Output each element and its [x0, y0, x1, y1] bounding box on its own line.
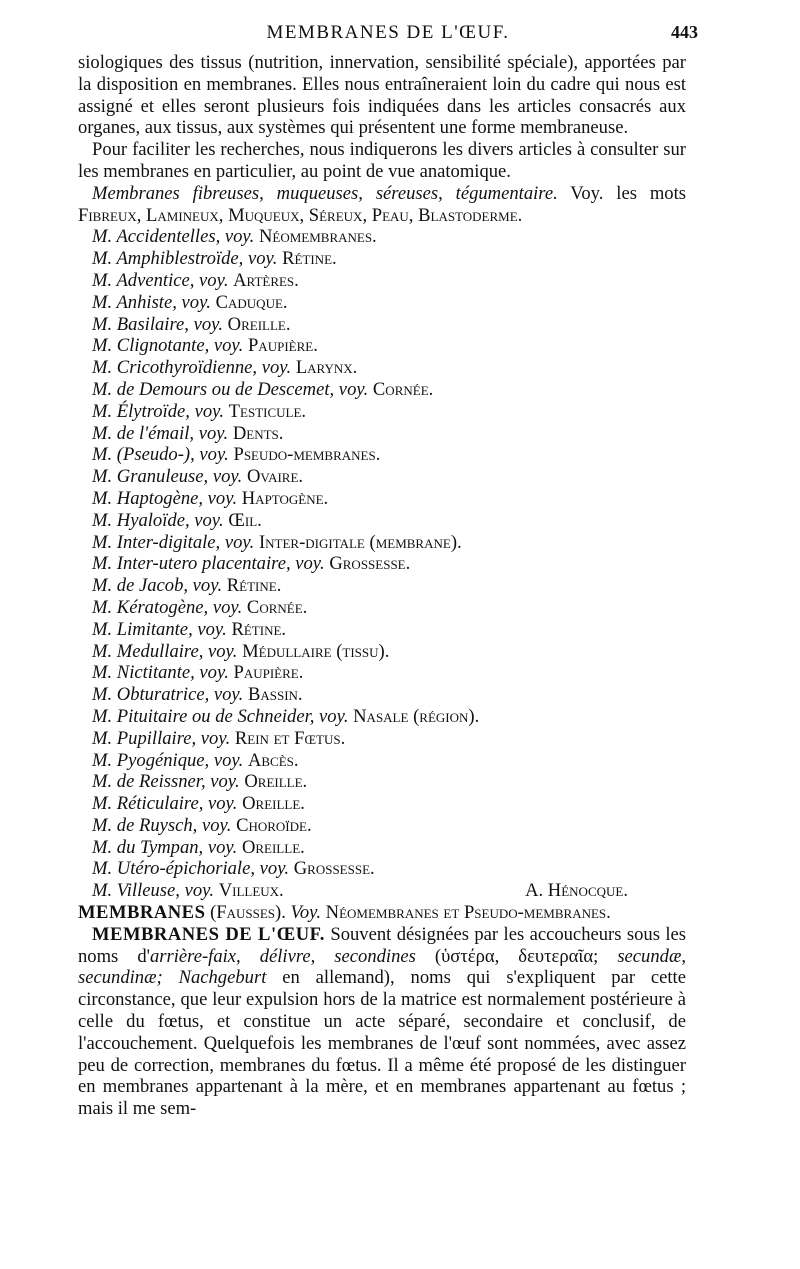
list-item [92, 423, 686, 445]
oeuf-italic-b: secundæ, secundinæ; Nachgeburt [78, 945, 686, 989]
oeuf-text-b: (ὑστέρα, δευτεραῖα; [415, 945, 618, 967]
entry-reference: Artères. [233, 269, 299, 291]
fausses-voy: Voy. [290, 902, 321, 924]
entry-term: M. Inter-digitale, voy. [92, 531, 255, 553]
body-text [78, 52, 686, 1120]
fausses-refs: Néomembranes et Pseudo-membranes. [325, 902, 611, 924]
entry-term: M. Pyogénique, voy. [92, 749, 244, 771]
entry-reference: Oreille. [244, 771, 308, 793]
entry-term: M. Basilaire, voy. [92, 313, 223, 335]
entry-reference: Testicule. [228, 400, 307, 422]
entry-reference: Cornée. [372, 378, 434, 400]
oeuf-text-c: en allemand), noms qui s'expliquent par cette circonstance, que leur expulsion hors de la matrice est normalement postérieure à celle du fœtus, et constitue un acte séparé, secondaire et conclusif, de l'accouchement. Quelquefois les membranes de l'œuf sont nommées, avec assez peu de correction, membranes du fœtus. Il a même été proposé de les distinguer en membranes appartenant à la mère, et en membranes appartenant au fœtus ; mais il me sem- [78, 967, 686, 1120]
list-item [92, 510, 686, 532]
entry-reference: Rétine. [226, 575, 282, 597]
membranes-types: Membranes fibreuses, muqueuses, séreuses, tégumentaire. [92, 182, 558, 204]
entry-term: M. Réticulaire, voy. [92, 793, 238, 815]
entry-term: M. Obturatrice, voy. [92, 684, 244, 706]
entry-reference: Pseudo-membranes. [233, 444, 381, 466]
entry-reference: Grossesse. [329, 553, 411, 575]
entry-reference: Dents. [232, 422, 284, 444]
entry-term: M. Adventice, voy. [92, 269, 229, 291]
entry-reference: Grossesse. [293, 858, 375, 880]
list-item [92, 357, 686, 379]
entry-term: M. Pituitaire ou de Schneider, voy. [92, 705, 349, 727]
entries-list [78, 226, 686, 902]
entry-term: M. Haptogène, voy. [92, 487, 238, 509]
oeuf-headword: MEMBRANES DE L'ŒUF. [92, 923, 325, 945]
list-item [92, 248, 686, 270]
oeuf-italic-a: arrière-faix, délivre, secondines [149, 945, 416, 967]
entry-term: M. Utéro-épichoriale, voy. [92, 858, 290, 880]
oeuf-text-a: Souvent désignées par les accoucheurs sous les noms d' [78, 923, 686, 967]
entry-term: M. Villeuse, voy. [92, 880, 215, 902]
list-item [92, 728, 686, 750]
entry-reference: Caduque. [215, 291, 288, 313]
list-item [92, 880, 686, 902]
list-item [92, 466, 686, 488]
entry-term: M. Anhiste, voy. [92, 291, 211, 313]
oeuf-entry [78, 924, 686, 1120]
entry-term: M. de Jacob, voy. [92, 575, 223, 597]
author-signature: A. Hénocque. [525, 880, 628, 902]
list-item [92, 379, 686, 401]
entry-reference: Abcès. [247, 749, 299, 771]
list-item [92, 750, 686, 772]
entry-reference: Cornée. [246, 596, 308, 618]
entry-reference: Rétine. [282, 248, 337, 270]
entry-term: M. Nictitante, voy. [92, 662, 229, 684]
entry-reference: Villeux. [218, 880, 284, 902]
entry-term: M. Medullaire, voy. [92, 640, 238, 662]
list-item [92, 292, 686, 314]
entry-reference: Inter-digitale (membrane). [258, 531, 462, 553]
list-item [92, 619, 686, 641]
entry-term: M. Inter-utero placentaire, voy. [92, 553, 325, 575]
entry-reference: Choroïde. [236, 814, 312, 836]
voy-mots: Voy. les mots [557, 182, 686, 204]
intro-paragraph: siologiques des tissus (nutrition, innervation, sensibilité spéciale), apportées par la disposition en membranes. Elles nous entraîneraient loin du cadre qui nous est assigné et elles seront plusieurs fois indiquées dans les articles consacrés aux organes, aux tissus, aux systèmes qui présentent une forme membraneuse. [78, 52, 686, 139]
entry-reference: Haptogène. [241, 487, 329, 509]
fausses-headword: MEMBRANES [78, 902, 206, 924]
list-item [92, 597, 686, 619]
entry-reference: Nasale (région). [353, 705, 480, 727]
entry-term: M. Kératogène, voy. [92, 596, 243, 618]
entry-term: M. (Pseudo-), voy. [92, 444, 229, 466]
entry-reference: Bassin. [247, 684, 303, 706]
entry-reference: Oreille. [241, 836, 305, 858]
mots-list: Fibreux, Lamineux, Muqueux, Séreux, Peau, Blastoderme. [78, 204, 523, 226]
list-item [92, 662, 686, 684]
list-item [92, 335, 686, 357]
list-item [92, 771, 686, 793]
entry-term: M. du Tympan, voy. [92, 836, 238, 858]
list-item [92, 226, 686, 248]
entry-reference: Paupière. [233, 662, 304, 684]
entry-term: M. Accidentelles, voy. [92, 226, 255, 248]
entry-term: M. Limitante, voy. [92, 618, 227, 640]
list-item [92, 444, 686, 466]
entry-reference: Médullaire (tissu). [242, 640, 390, 662]
running-head [78, 22, 698, 46]
list-item [92, 815, 686, 837]
membranes-paragraph [78, 183, 686, 227]
entry-term: M. Cricothyroïdienne, voy. [92, 357, 292, 379]
entry-reference: Paupière. [247, 335, 318, 357]
entry-reference: Oreille. [227, 313, 291, 335]
entry-term: M. Clignotante, voy. [92, 335, 244, 357]
entry-reference: Néomembranes. [258, 226, 377, 248]
page-number: 443 [671, 22, 698, 42]
fausses-qualifier: (Fausses). [210, 902, 286, 924]
entry-reference: Rein et Fœtus. [234, 727, 346, 749]
list-item [92, 401, 686, 423]
entry-term: M. Élytroïde, voy. [92, 400, 225, 422]
entry-reference: Rétine. [231, 618, 287, 640]
list-item [92, 641, 686, 663]
entry-reference: Ovaire. [246, 466, 304, 488]
entry-term: M. Granuleuse, voy. [92, 466, 243, 488]
list-item [92, 314, 686, 336]
running-title: MEMBRANES DE L'ŒUF. [266, 22, 510, 43]
entry-term: M. Pupillaire, voy. [92, 727, 231, 749]
entry-term: M. de Reissner, voy. [92, 771, 240, 793]
list-item [92, 553, 686, 575]
list-item [92, 706, 686, 728]
entry-reference: Œil. [228, 509, 262, 531]
recherches-paragraph: Pour faciliter les recherches, nous indiquerons les divers articles à consulter sur les membranes en particulier, au point de vue anatomique. [78, 139, 686, 182]
list-item [92, 575, 686, 597]
fausses-entry [78, 902, 686, 924]
list-item [92, 532, 686, 554]
list-item [92, 837, 686, 859]
entry-term: M. Amphiblestroïde, voy. [92, 248, 278, 270]
entry-reference: Oreille. [242, 793, 305, 815]
list-item [92, 270, 686, 292]
list-item [92, 488, 686, 510]
list-item [92, 684, 686, 706]
list-item [92, 793, 686, 815]
entry-term: M. de l'émail, voy. [92, 422, 229, 444]
entry-term: M. de Demours ou de Descemet, voy. [92, 378, 369, 400]
entry-term: M. de Ruysch, voy. [92, 814, 232, 836]
entry-reference: Larynx. [295, 357, 358, 379]
entry-term: M. Hyaloïde, voy. [92, 509, 224, 531]
list-item [92, 858, 686, 880]
